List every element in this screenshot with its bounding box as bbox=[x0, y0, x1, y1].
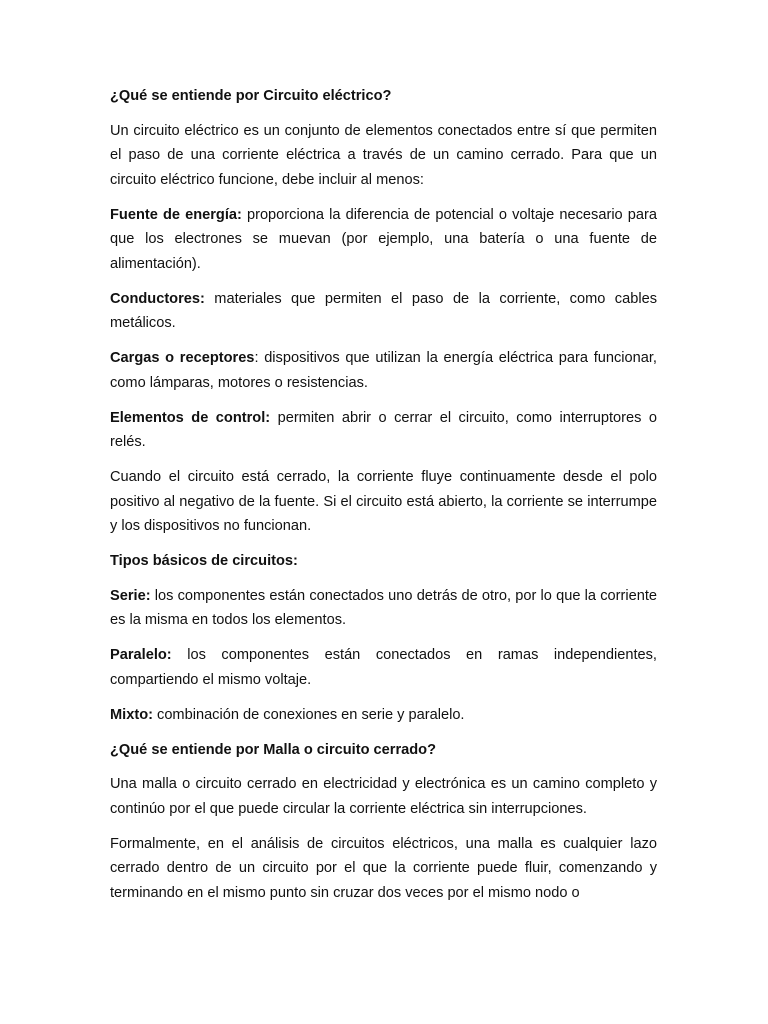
paragraph-paralelo bbox=[110, 643, 657, 692]
term-serie: Serie: bbox=[110, 587, 151, 604]
paragraph-definicion-circuito: Un circuito eléctrico es un conjunto de elementos conectados entre sí que permiten el paso de una corriente eléctrica a través de un camino cerrado. Para que un circuito eléctrico funcione, debe incluir al menos: bbox=[110, 122, 657, 188]
paragraph-conductores bbox=[110, 287, 657, 336]
paragraph-definicion-malla: Una malla o circuito cerrado en electricidad y electrónica es un camino completo y continúo por el que puede circular la corriente eléctrica sin interrupciones. bbox=[110, 776, 657, 817]
paragraph-definicion-formal: Formalmente, en el análisis de circuitos eléctricos, una malla es cualquier lazo cerrado dentro de un circuito por el que la corriente puede fluir, comenzando y terminando en el mismo punto sin cruzar dos veces por el mismo nodo o bbox=[110, 835, 657, 901]
term-paralelo: Paralelo: bbox=[110, 647, 172, 663]
paragraph-serie bbox=[110, 584, 657, 633]
term-fuente-energia: Fuente de energía: bbox=[110, 206, 242, 223]
text-conductores: materiales que permiten el paso de la corriente, como cables metálicos. bbox=[110, 290, 657, 331]
heading-circuito-electrico: ¿Qué se entiende por Circuito eléctrico? bbox=[110, 88, 392, 104]
text-fuente-energia: proporciona la diferencia de potencial o voltaje necesario para que los electrones se muevan (por ejemplo, una batería o una fuente de alimentación). bbox=[110, 206, 657, 272]
text-elementos-control: permiten abrir o cerrar el circuito, como interruptores o relés. bbox=[110, 409, 657, 450]
term-conductores: Conductores: bbox=[110, 290, 205, 307]
document-page bbox=[110, 84, 657, 916]
term-elementos-control: Elementos de control: bbox=[110, 409, 271, 426]
paragraph-circuito-cerrado-abierto: Cuando el circuito está cerrado, la corriente fluye continuamente desde el polo positivo al negativo de la fuente. Si el circuito está abierto, la corriente se interrumpe y los dispositivos no funcionan. bbox=[110, 469, 657, 534]
paragraph-fuente-energia bbox=[110, 203, 657, 277]
term-mixto: Mixto: bbox=[110, 706, 153, 723]
paragraph-elementos-control bbox=[110, 406, 657, 455]
heading-malla: ¿Qué se entiende por Malla o circuito cerrado? bbox=[110, 741, 437, 758]
paragraph-cargas-receptores bbox=[110, 346, 657, 395]
term-cargas-receptores: Cargas o receptores bbox=[110, 350, 255, 366]
paragraph-mixto bbox=[110, 703, 657, 728]
text-paralelo: los componentes están conectados en ramas independientes, compartiendo el mismo voltaje. bbox=[110, 647, 657, 688]
text-cargas-receptores: : dispositivos que utilizan la energía eléctrica para funcionar, como lámparas, motores o resistencias. bbox=[110, 350, 657, 391]
text-mixto: combinación de conexiones en serie y paralelo. bbox=[152, 706, 465, 723]
heading-tipos-circuitos: Tipos básicos de circuitos: bbox=[110, 553, 298, 569]
text-serie: los componentes están conectados uno detrás de otro, por lo que la corriente es la misma en todos los elementos. bbox=[110, 587, 657, 628]
